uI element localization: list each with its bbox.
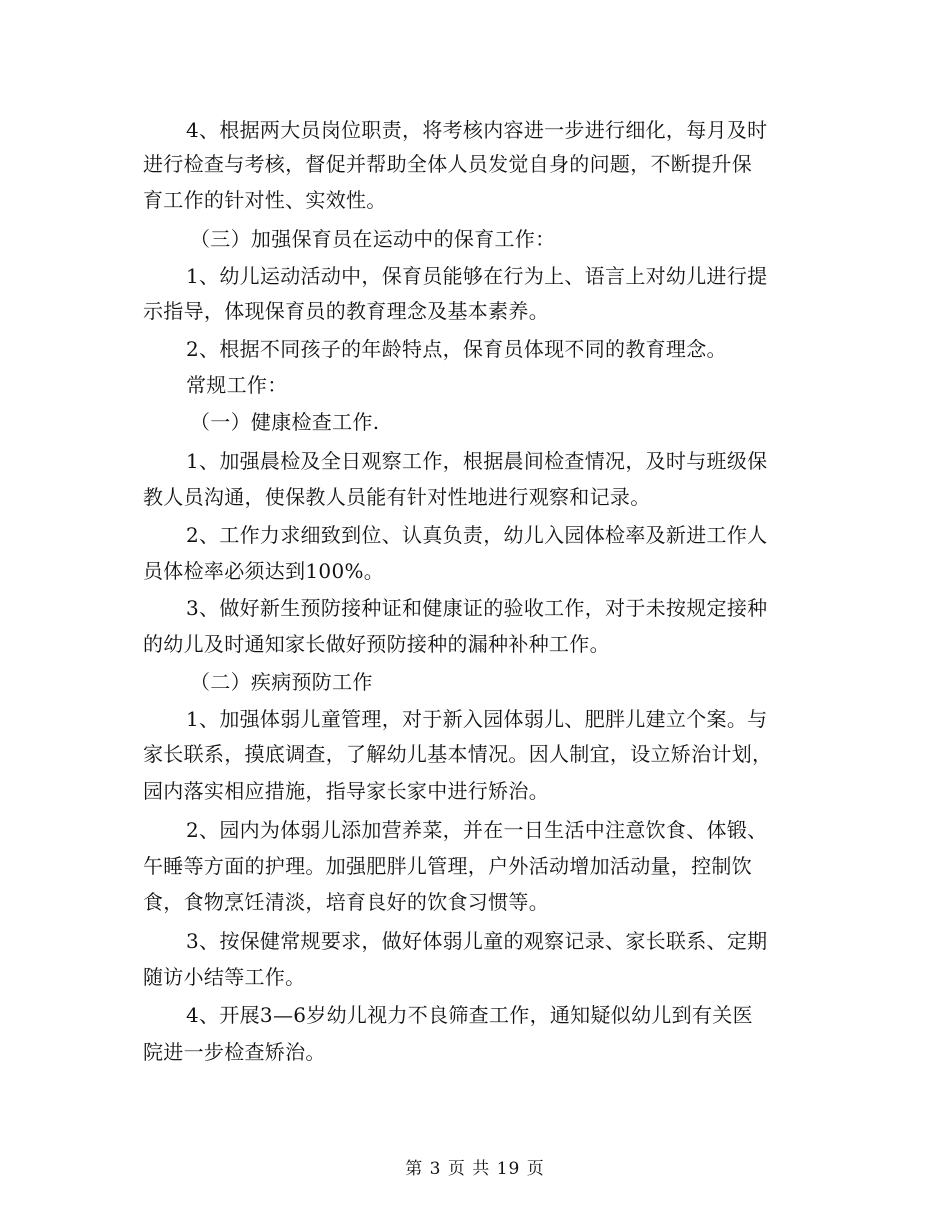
page-number-footer: 第 3 页 共 19 页 bbox=[405, 1159, 545, 1179]
paragraph-line: 2、根据不同孩子的年龄特点，保育员体现不同的教育理念。 bbox=[186, 337, 727, 361]
section-heading: （三）加强保育员在运动中的保育工作： bbox=[190, 227, 556, 251]
paragraph-line: 示指导，体现保育员的教育理念及基本素养。 bbox=[143, 299, 549, 323]
paragraph-line: 园内落实相应措施，指导家长家中进行矫治。 bbox=[143, 779, 549, 803]
paragraph-line: 家长联系，摸底调查，了解幼儿基本情况。因人制宜，设立矫治计划， bbox=[143, 742, 773, 766]
paragraph-line: 午睡等方面的护理。加强肥胖儿管理，户外活动增加活动量，控制饮 bbox=[143, 854, 752, 878]
paragraph-line: 员体检率必须达到100%。 bbox=[143, 559, 385, 583]
paragraph-line: 教人员沟通，使保教人员能有针对性地进行观察和记录。 bbox=[143, 485, 651, 509]
paragraph-line: 4、根据两大员岗位职责，将考核内容进一步进行细化，每月及时 bbox=[186, 118, 768, 142]
paragraph-line: 的幼儿及时通知家长做好预防接种的漏种补种工作。 bbox=[143, 632, 610, 656]
paragraph-line: 育工作的针对性、实效性。 bbox=[143, 188, 387, 212]
paragraph-line: 2、园内为体弱儿添加营养菜，并在一日生活中注意饮食、体锻、 bbox=[186, 818, 768, 842]
paragraph-line: 进行检查与考核，督促并帮助全体人员发觉自身的问题，不断提升保 bbox=[143, 152, 752, 176]
paragraph-line: 3、做好新生预防接种证和健康证的验收工作，对于未按规定接种 bbox=[186, 596, 768, 620]
section-heading: 常规工作： bbox=[186, 373, 288, 397]
section-heading: （二）疾病预防工作 bbox=[190, 670, 373, 694]
paragraph-line: 4、开展3—6岁幼儿视力不良筛查工作，通知疑似幼儿到有关医 bbox=[186, 1003, 753, 1027]
section-heading: （一）健康检查工作. bbox=[190, 410, 380, 434]
paragraph-line: 2、工作力求细致到位、认真负责，幼儿入园体检率及新进工作人 bbox=[186, 523, 768, 547]
paragraph-line: 1、幼儿运动活动中，保育员能够在行为上、语言上对幼儿进行提 bbox=[186, 264, 768, 288]
paragraph-line: 3、按保健常规要求，做好体弱儿童的观察记录、家长联系、定期 bbox=[186, 929, 768, 953]
paragraph-line: 1、加强晨检及全日观察工作，根据晨间检查情况，及时与班级保 bbox=[186, 449, 768, 473]
paragraph-line: 食，食物烹饪清淡，培育良好的饮食习惯等。 bbox=[143, 890, 549, 914]
paragraph-line: 随访小结等工作。 bbox=[143, 965, 306, 989]
paragraph-line: 1、加强体弱儿童管理，对于新入园体弱儿、肥胖儿建立个案。与 bbox=[186, 707, 768, 731]
paragraph-line: 院进一步检查矫治。 bbox=[143, 1040, 326, 1064]
